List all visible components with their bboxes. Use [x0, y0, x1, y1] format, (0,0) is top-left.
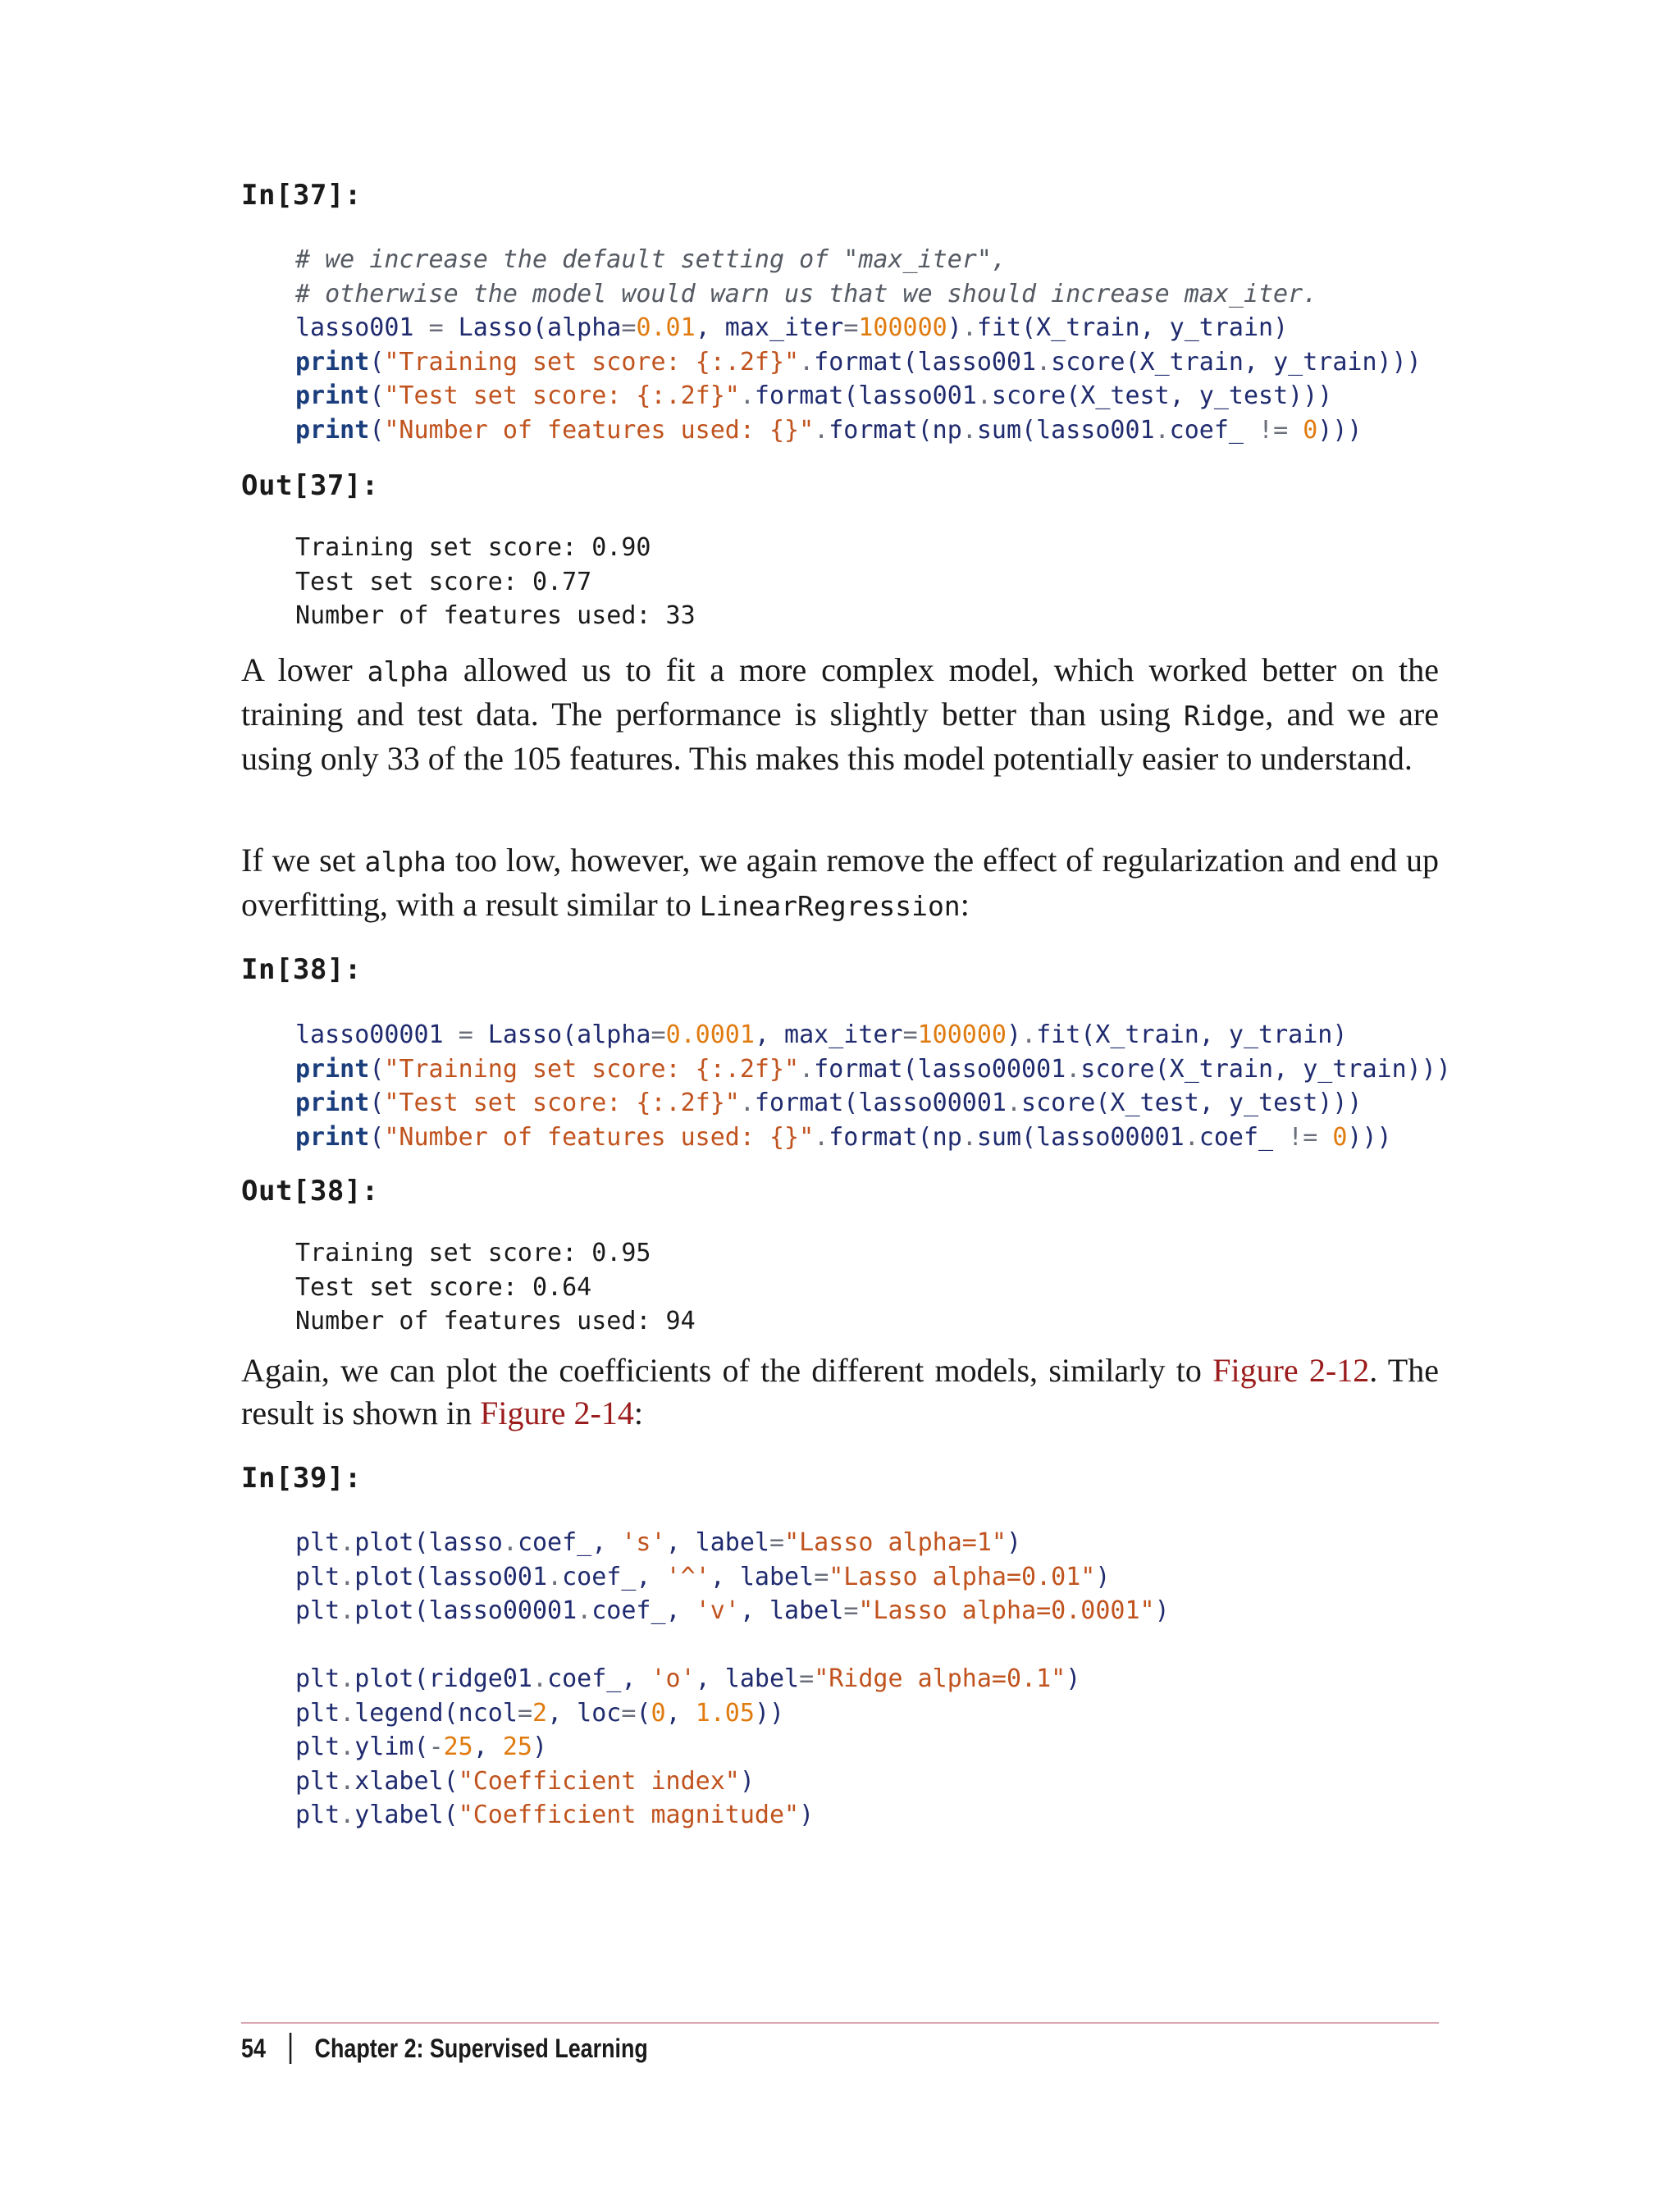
code-operator: . — [547, 1562, 563, 1591]
figure-link[interactable]: Figure 2-12 — [1212, 1352, 1370, 1389]
code-operator: != — [1288, 1122, 1318, 1152]
code-text: ( — [369, 1089, 385, 1117]
code-operator: . — [739, 1089, 755, 1117]
code-operator: . — [340, 1766, 355, 1796]
code-text: ( — [369, 347, 385, 377]
code-text: plt — [295, 1732, 340, 1761]
code-operator: . — [340, 1732, 355, 1761]
code-operator: . — [577, 1596, 592, 1625]
code-operator: . — [502, 1528, 518, 1557]
code-text: , max_iter — [695, 313, 844, 342]
code-text: lasso001 — [295, 313, 429, 342]
code-operator: . — [1154, 415, 1170, 445]
code-text: ) — [1095, 1562, 1111, 1591]
code-line — [295, 1730, 1170, 1764]
code-string: "Number of features used: {}" — [384, 1122, 815, 1152]
code-operator: = — [814, 1562, 829, 1591]
code-text: ))) — [1347, 1122, 1392, 1152]
output-line: Number of features used: 94 — [295, 1307, 696, 1335]
inline-code: alpha — [367, 655, 449, 687]
code-text: ( — [369, 1054, 385, 1084]
code-text: sum(lasso001 — [976, 415, 1155, 445]
paragraph — [241, 649, 1439, 780]
code-text: , loc — [547, 1698, 622, 1728]
code-operator: . — [976, 381, 992, 410]
input-prompt: In[38]: — [241, 953, 362, 986]
code-line — [295, 1560, 1170, 1595]
code-operator: . — [1021, 1020, 1037, 1049]
paragraph-text: , and we are using only 33 of the 105 features. This makes this model potentially easier to understand. — [241, 696, 1439, 777]
code-operator: . — [340, 1596, 355, 1625]
input-prompt: In[37]: — [241, 179, 362, 212]
code-line — [295, 1594, 1170, 1628]
paragraph-text: A lower — [241, 651, 368, 688]
code-text: coef_, — [517, 1528, 622, 1557]
code-line — [295, 277, 1422, 312]
code-text: plot(lasso001 — [354, 1562, 548, 1591]
inline-code: Ridge — [1183, 700, 1266, 732]
code-operator: = — [621, 313, 637, 342]
footer-separator — [289, 2033, 291, 2064]
code-number: 100000 — [917, 1020, 1007, 1049]
code-line — [295, 379, 1422, 413]
code-text: ( — [369, 1122, 385, 1152]
code-operator: . — [340, 1562, 355, 1591]
code-line — [295, 1526, 1170, 1560]
paragraph-text: . The result is shown in — [241, 1352, 1439, 1431]
output-line: Test set score: 0.77 — [295, 567, 592, 596]
code-operator: . — [814, 1122, 829, 1152]
code-operator: . — [799, 347, 815, 377]
code-text: format(lasso001 — [754, 381, 977, 410]
code-text: format(np — [829, 415, 962, 445]
code-text: , label — [710, 1562, 815, 1591]
code-text: format(lasso00001 — [814, 1054, 1066, 1084]
code-operator: = — [902, 1020, 918, 1049]
code-text: ( — [369, 415, 385, 445]
code-number: 100000 — [858, 313, 947, 342]
code-string: 'o' — [651, 1664, 696, 1693]
code-operator: . — [1006, 1089, 1022, 1117]
code-text: , — [472, 1732, 503, 1761]
paragraph-text: too low, however, we again remove the effect of regularization and end up overfitting, with a result similar to — [241, 842, 1439, 923]
code-number: 2 — [532, 1698, 548, 1728]
code-string: 's' — [621, 1528, 666, 1557]
code-string: "Coefficient index" — [458, 1766, 740, 1796]
code-operator: - — [428, 1732, 444, 1761]
code-text: plt — [295, 1562, 340, 1591]
code-text: ))) — [1317, 415, 1363, 445]
code-text: Lasso(alpha — [443, 313, 622, 342]
code-block — [295, 1018, 1451, 1154]
code-text: lasso00001 — [295, 1020, 459, 1049]
code-text: plot(lasso00001 — [354, 1596, 578, 1625]
code-string: "Training set score: {:.2f}" — [384, 347, 800, 377]
code-text: , max_iter — [754, 1020, 903, 1049]
paragraph-text: allowed us to fit a more complex model, which worked better on the training and test data. The performance is slightly better than using — [241, 651, 1439, 733]
paragraph-text: If we set — [241, 842, 365, 879]
code-text: ) — [947, 313, 962, 342]
code-text: coef_ — [1198, 1122, 1289, 1152]
code-text: ( — [636, 1698, 651, 1728]
code-text: coef_ — [1169, 415, 1259, 445]
code-text: , label — [665, 1528, 769, 1557]
figure-link[interactable]: Figure 2-14 — [480, 1395, 634, 1431]
code-line — [295, 1121, 1451, 1155]
code-text: ) — [1007, 1528, 1022, 1557]
code-string: "Lasso alpha=1" — [784, 1528, 1007, 1557]
code-keyword: print — [295, 381, 370, 410]
code-operator: . — [799, 1054, 815, 1084]
code-string: "Training set score: {:.2f}" — [384, 1054, 800, 1084]
code-text: xlabel( — [354, 1766, 459, 1796]
chapter-title: Chapter 2: Supervised Learning — [314, 2033, 648, 2063]
code-text: fit(X_train, y_train) — [976, 313, 1289, 342]
code-line — [295, 1798, 1170, 1833]
code-number: 0 — [1303, 415, 1318, 445]
code-line — [295, 1086, 1451, 1121]
paragraph-text: : — [633, 1395, 644, 1431]
code-operator: = — [458, 1020, 473, 1049]
input-prompt: In[39]: — [241, 1462, 362, 1495]
code-string: "Lasso alpha=0.01" — [829, 1562, 1096, 1591]
code-text — [1317, 1123, 1332, 1152]
inline-code: LinearRegression — [699, 890, 961, 922]
code-operator: . — [1066, 1054, 1081, 1084]
code-text: fit(X_train, y_train) — [1036, 1020, 1348, 1049]
code-text: sum(lasso00001 — [976, 1122, 1185, 1152]
code-operator: . — [340, 1801, 355, 1829]
code-line — [295, 1018, 1451, 1052]
code-keyword: print — [295, 415, 370, 445]
code-operator: . — [961, 313, 977, 342]
code-operator: . — [961, 1122, 977, 1152]
code-line — [295, 1662, 1170, 1696]
code-line — [295, 1628, 1170, 1663]
output-block — [295, 1236, 696, 1339]
output-prompt: Out[37]: — [241, 469, 379, 502]
page-footer — [241, 2033, 648, 2064]
code-text: ) — [1154, 1596, 1170, 1625]
code-comment: # otherwise the model would warn us that we should increase max_iter. — [295, 279, 1318, 308]
code-operator: . — [1036, 347, 1052, 377]
code-operator: = — [651, 1020, 666, 1049]
code-text: ) — [1066, 1664, 1081, 1693]
code-text: format(lasso001 — [814, 347, 1037, 377]
code-string: "Ridge alpha=0.1" — [814, 1664, 1066, 1693]
code-line — [295, 413, 1422, 448]
code-operator: . — [739, 381, 755, 410]
code-text: plot(ridge01 — [354, 1664, 532, 1693]
code-string: "Number of features used: {}" — [384, 415, 815, 445]
page-number: 54 — [241, 2033, 266, 2063]
code-operator: . — [532, 1664, 548, 1693]
code-line — [295, 311, 1422, 345]
code-text — [1288, 416, 1303, 445]
code-text: format(lasso00001 — [754, 1089, 1007, 1117]
code-text: score(X_test, y_test))) — [1021, 1089, 1363, 1117]
code-text: ) — [532, 1732, 548, 1761]
code-text: ) — [1007, 1020, 1022, 1049]
code-text: plt — [295, 1528, 340, 1557]
code-operator: . — [340, 1528, 355, 1557]
footer-rule — [241, 2022, 1439, 2024]
code-operator: = — [843, 313, 859, 342]
code-operator: != — [1258, 415, 1289, 445]
code-string: "Test set score: {:.2f}" — [384, 381, 740, 410]
code-operator: = — [769, 1528, 785, 1557]
code-keyword: print — [295, 347, 370, 377]
output-line: Training set score: 0.95 — [295, 1239, 651, 1267]
code-text: plot(lasso — [354, 1528, 503, 1557]
code-text: plt — [295, 1698, 340, 1728]
output-prompt: Out[38]: — [241, 1175, 379, 1208]
code-block — [295, 243, 1422, 447]
code-text: Lasso(alpha — [472, 1020, 651, 1049]
code-operator: . — [814, 415, 829, 445]
code-operator: . — [340, 1698, 355, 1728]
code-number: 1.05 — [695, 1698, 755, 1728]
code-comment: # we increase the default setting of "max_iter", — [295, 245, 1007, 274]
code-text: ( — [369, 381, 385, 410]
paragraph — [241, 1349, 1439, 1435]
code-string: '^' — [665, 1562, 710, 1591]
code-text: plt — [295, 1596, 340, 1625]
code-operator: . — [1184, 1122, 1199, 1152]
code-line — [295, 345, 1422, 380]
code-string: 'v' — [695, 1596, 740, 1625]
output-block — [295, 531, 696, 633]
code-string: "Coefficient magnitude" — [458, 1801, 800, 1829]
paragraph-text: : — [960, 886, 970, 923]
code-text: format(np — [829, 1122, 962, 1152]
code-keyword: print — [295, 1122, 370, 1152]
output-line: Number of features used: 33 — [295, 601, 696, 630]
code-text: plt — [295, 1801, 340, 1829]
paragraph — [241, 839, 1439, 928]
code-text: ylim( — [354, 1732, 429, 1761]
code-text: coef_, — [547, 1664, 651, 1693]
code-operator: = — [517, 1698, 532, 1728]
paragraph-text: Again, we can plot the coefficients of the different models, similarly to — [241, 1352, 1213, 1389]
code-text: ylabel( — [354, 1801, 459, 1829]
code-operator: = — [428, 313, 444, 342]
code-text: score(X_train, y_train))) — [1051, 347, 1422, 377]
code-block — [295, 1526, 1170, 1833]
code-text: , label — [695, 1664, 800, 1693]
code-text: plt — [295, 1664, 340, 1693]
code-operator: . — [961, 415, 977, 445]
code-text: score(X_test, y_test))) — [991, 381, 1333, 410]
code-text: coef_, — [562, 1562, 666, 1591]
code-string: "Test set score: {:.2f}" — [384, 1089, 740, 1117]
code-line — [295, 1696, 1170, 1731]
code-text: legend(ncol — [354, 1698, 518, 1728]
code-number: 0.0001 — [665, 1020, 755, 1049]
code-number: 25 — [443, 1732, 473, 1761]
code-operator: . — [340, 1664, 355, 1693]
code-text: plt — [295, 1766, 340, 1796]
code-operator: = — [621, 1698, 637, 1728]
code-line — [295, 1052, 1451, 1087]
code-number: 0 — [651, 1698, 666, 1728]
code-operator: = — [843, 1596, 859, 1625]
code-text: ) — [739, 1766, 755, 1796]
code-number: 0 — [1332, 1122, 1348, 1152]
code-number: 25 — [502, 1732, 532, 1761]
code-text: ) — [799, 1801, 815, 1829]
code-line — [295, 243, 1422, 277]
output-line: Training set score: 0.90 — [295, 533, 651, 562]
code-number: 0.01 — [636, 313, 696, 342]
code-operator: = — [799, 1664, 815, 1693]
code-text: )) — [754, 1698, 785, 1728]
code-keyword: print — [295, 1089, 370, 1117]
code-keyword: print — [295, 1054, 370, 1084]
code-string: "Lasso alpha=0.0001" — [858, 1596, 1155, 1625]
output-line: Test set score: 0.64 — [295, 1272, 592, 1302]
code-text: , label — [739, 1596, 844, 1625]
inline-code: alpha — [364, 846, 446, 878]
code-line — [295, 1764, 1170, 1799]
code-text: coef_, — [591, 1596, 696, 1625]
code-text: score(X_train, y_train))) — [1080, 1054, 1451, 1084]
code-text: , — [665, 1698, 696, 1728]
